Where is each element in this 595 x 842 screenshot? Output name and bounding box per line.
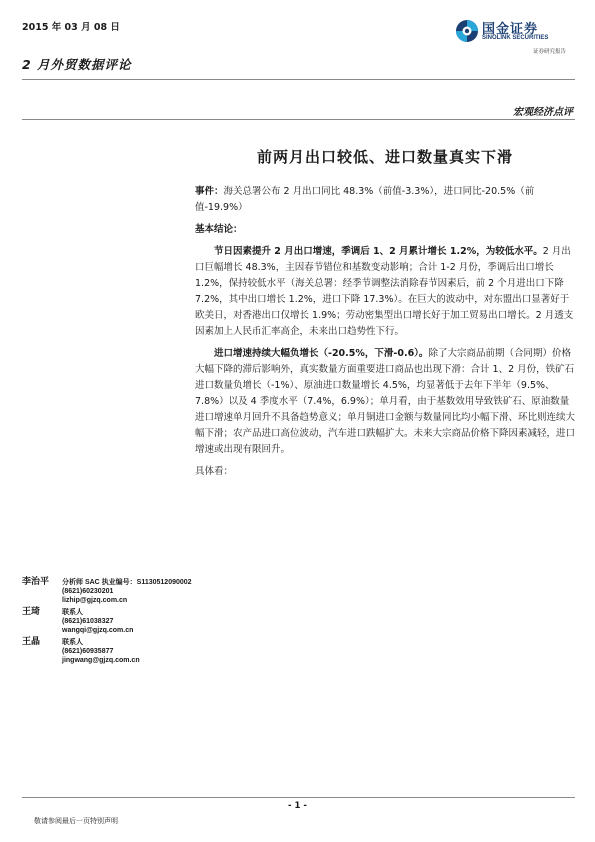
analyst-phone: (8621)60230201 xyxy=(62,588,114,595)
page-number: - 1 - xyxy=(288,801,307,811)
sinolink-logo-icon xyxy=(455,19,479,43)
analyst-name: 王琦 xyxy=(22,607,41,617)
analyst-phone: (8621)60935877 xyxy=(62,648,114,655)
header-rule-top xyxy=(22,79,575,80)
conclusion-label: 基本结论： xyxy=(195,224,243,235)
header-rule-bottom xyxy=(22,119,575,120)
p2-text: 除了大宗商品前期（合同期）价格大幅下降的滞后影响外，真实数量方面重要进口商品也出现下滑：合计 1、2 月份，铁矿石进口数量负增长（-1%）、原油进口数量增长 4.5%，均显著低于去年下半年（9.5%、7.8%）以及 4 季度水平（7.4%，6.9%）；单月看，由于基数效用导致铁矿石、原油数量进口增速单月回升不具备趋势意义；单月铜进口金额与数量同比均小幅下滑、环比则连续大幅下滑；农产品进口高位波动，汽车进口跌幅扩大。未来大宗商品价格下降因素减轻，进口增速或出现有限回升。 xyxy=(195,348,576,455)
footer-disclaimer: 敬请参阅最后一页特别声明 xyxy=(34,817,118,825)
analyst-email[interactable]: lizhip@gjzq.com.cn xyxy=(62,597,128,604)
article-body xyxy=(195,184,575,480)
analyst-email[interactable]: wangqi@gjzq.com.cn xyxy=(62,627,134,634)
event-label: 事件： xyxy=(195,186,224,197)
analyst-title: 分析师 SAC 执业编号：S1130512090002 xyxy=(62,579,192,586)
event-paragraph xyxy=(195,184,575,216)
logo-name-en: SINOLINK SECURITIES xyxy=(482,35,549,41)
analyst-title: 联系人 xyxy=(62,639,83,646)
conclusion-paragraph-1 xyxy=(195,244,575,340)
p1-text: 2 月出口巨幅增长 48.3%，主因春节错位和基数变动影响；合计 1-2 月份，季调后出口增长 1.2%，保持较低水平（海关总署：经季节调整法消除春节因素后，前 2 个月进出口下降 7.2%，其中出口增长 1.2%，进口下降 17.3%）。在巨大的波动中，对东盟出口显著好于欧美日，对香港出口仅增长 1.9%；劳动密集型出口增长好于加工贸易出口增长。2 月透支因素加上人民币汇率高企，未来出口趋势性下行。 xyxy=(195,246,574,337)
analyst-title: 联系人 xyxy=(62,609,83,616)
analyst-email[interactable]: jingwang@gjzq.com.cn xyxy=(62,657,140,664)
closing-text: 具体看： xyxy=(195,466,234,477)
logo-subtitle: 证券研究报告 xyxy=(533,49,567,55)
report-title: 2 月外贸数据评论 xyxy=(22,57,132,72)
analyst-name: 王晶 xyxy=(22,637,41,647)
analyst-phone: (8621)61038327 xyxy=(62,618,114,625)
conclusion-paragraph-2 xyxy=(195,346,575,458)
report-date: 2015 年 03 月 08 日 xyxy=(22,22,120,33)
company-logo xyxy=(455,17,575,57)
report-category: 宏观经济点评 xyxy=(513,107,573,118)
event-text: 海关总署公布 2 月出口同比 48.3%（前值-3.3%），进口同比-20.5%（前值-19.9%） xyxy=(195,186,535,213)
analyst-name: 李治平 xyxy=(22,577,50,587)
article-headline: 前两月出口较低、进口数量真实下滑 xyxy=(256,148,513,166)
p2-lead: 进口增速持续大幅负增长（-20.5%，下滑-0.6）。 xyxy=(214,348,429,359)
logo-name-cn: 国金证券 xyxy=(482,22,539,37)
footer-rule xyxy=(22,797,575,798)
p1-lead: 节日因素提升 2 月出口增速，季调后 1、2 月累计增长 1.2%，为较低水平。 xyxy=(214,246,543,257)
